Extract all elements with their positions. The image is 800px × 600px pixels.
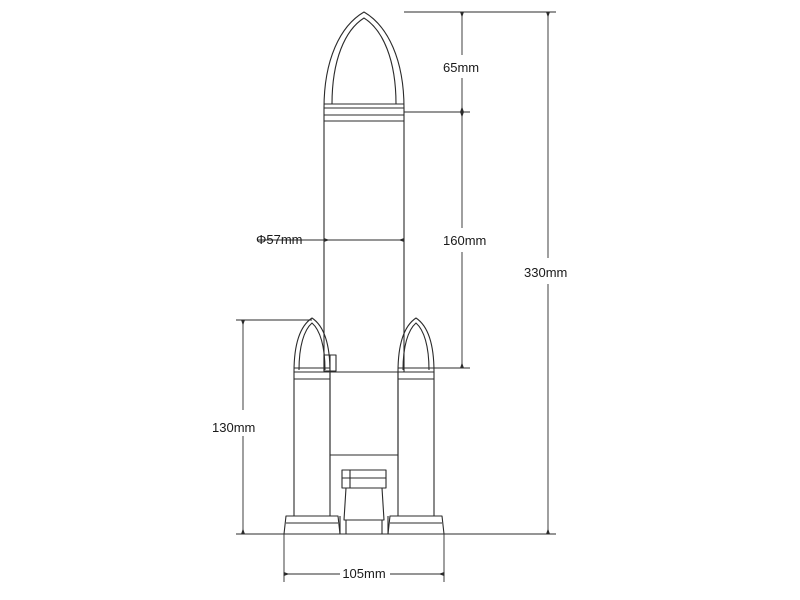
rocket-assembly: [284, 12, 444, 534]
dimension-label-base-width: 105mm: [342, 566, 386, 581]
dimension-nose-cone-length: [404, 12, 479, 112]
dimension-label-booster-height: 130mm: [212, 420, 256, 435]
dimension-overall-height: [404, 12, 567, 534]
dimension-label-body-diameter: Φ57mm: [256, 232, 303, 247]
booster-right: [388, 318, 444, 534]
interstage-skirt: [330, 372, 398, 470]
dimension-label-nose-cone-length: 65mm: [443, 60, 480, 75]
booster-left: [284, 318, 340, 534]
nose-cone: [324, 12, 404, 108]
dimension-booster-height: [212, 320, 312, 534]
dimension-label-overall-height: 330mm: [524, 265, 568, 280]
dimension-layer: [212, 12, 567, 582]
dimension-base-width: [284, 534, 444, 582]
dimension-body-diameter: [256, 232, 404, 247]
center-engine: [342, 470, 386, 520]
base-plate: [284, 516, 444, 534]
dimension-body-tube-length: [404, 112, 486, 368]
dimension-label-body-tube-length: 160mm: [443, 233, 487, 248]
